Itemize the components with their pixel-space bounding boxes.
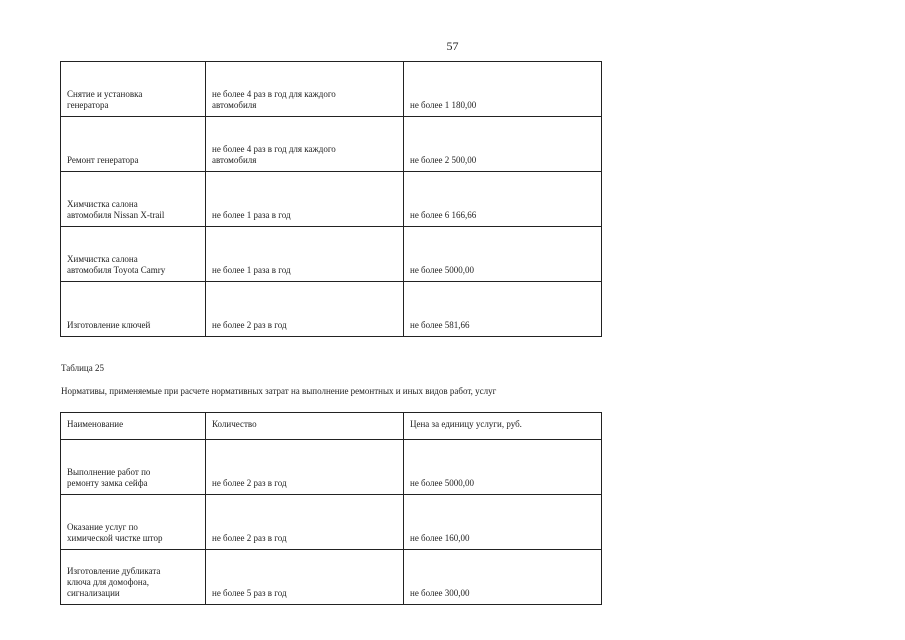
table-description: Нормативы, применяемые при расчете нормативных затрат на выполнение ремонтных и иных видов работ, услуг: [61, 386, 497, 396]
table-row: [61, 117, 602, 172]
table-cell-name: Выполнение работ по ремонту замка сейфа: [61, 440, 206, 495]
table-cell-price: не более 5000,00: [404, 440, 602, 495]
table-cell-quantity: не более 2 раз в год: [206, 495, 404, 550]
table-cell-quantity: не более 1 раза в год: [206, 172, 404, 227]
table-cell-price: не более 160,00: [404, 495, 602, 550]
table-cell-quantity: не более 2 раз в год: [206, 282, 404, 337]
table-cell-quantity: не более 5 раз в год: [206, 550, 404, 605]
table-cell-quantity: не более 2 раз в год: [206, 440, 404, 495]
table-row: [61, 62, 602, 117]
table-header-row: [61, 413, 602, 440]
column-header-price: Цена за единицу услуги, руб.: [404, 413, 602, 440]
table-row: [61, 495, 602, 550]
table-cell-name: Снятие и установка генератора: [61, 62, 206, 117]
table-cell-price: не более 2 500,00: [404, 117, 602, 172]
table-cell-quantity: не более 1 раза в год: [206, 227, 404, 282]
table-cell-name: Оказание услуг по химической чистке штор: [61, 495, 206, 550]
page-number: 57: [446, 39, 459, 53]
table-cell-price: не более 6 166,66: [404, 172, 602, 227]
table-25: [60, 412, 602, 605]
table-cell-price: не более 581,66: [404, 282, 602, 337]
table-cell-quantity: не более 4 раз в год для каждого автомобиля: [206, 117, 404, 172]
column-header-quantity: Количество: [206, 413, 404, 440]
table-label: Таблица 25: [61, 363, 104, 373]
table-cell-name: Химчистка салона автомобиля Toyota Camry: [61, 227, 206, 282]
column-header-name: Наименование: [61, 413, 206, 440]
table-row: [61, 282, 602, 337]
table-row: [61, 227, 602, 282]
table-cell-name: Ремонт генератора: [61, 117, 206, 172]
table-cell-price: не более 5000,00: [404, 227, 602, 282]
table-cell-name: Изготовление ключей: [61, 282, 206, 337]
table-row: [61, 172, 602, 227]
table-row: [61, 440, 602, 495]
table-cell-name: Химчистка салона автомобиля Nissan X-trail: [61, 172, 206, 227]
table-row: [61, 550, 602, 605]
table-cell-name: Изготовление дубликата ключа для домофона, сигнализации: [61, 550, 206, 605]
table-cell-price: не более 1 180,00: [404, 62, 602, 117]
table-cell-price: не более 300,00: [404, 550, 602, 605]
table-cell-quantity: не более 4 раз в год для каждого автомобиля: [206, 62, 404, 117]
previous-table-continuation: [60, 61, 602, 337]
